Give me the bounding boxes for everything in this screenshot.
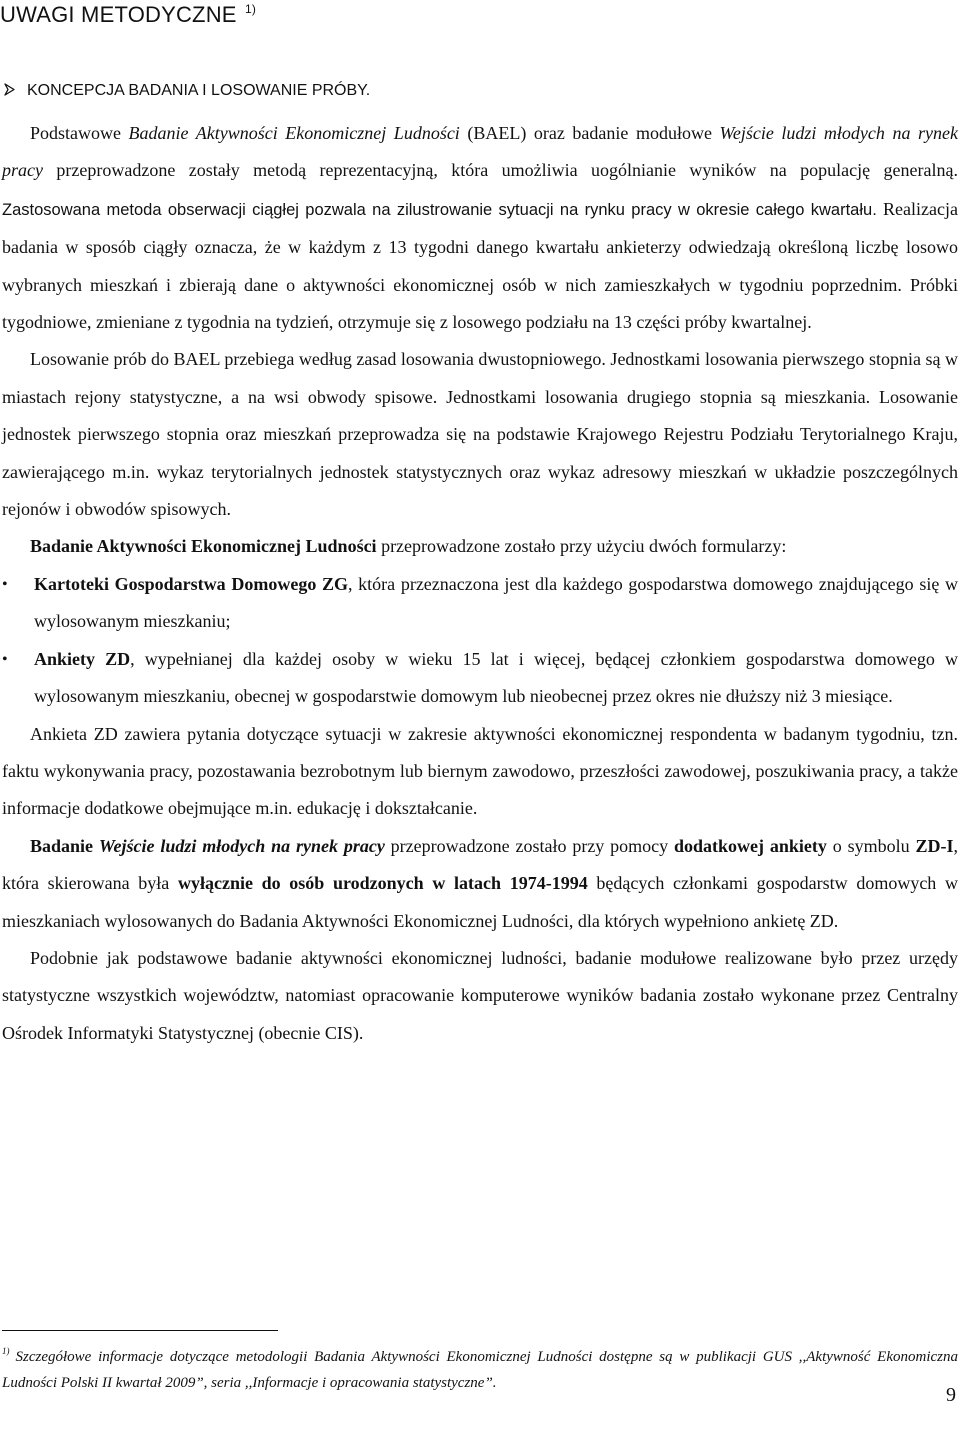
form-name-bold: Kartoteki Gospodarstwa Domowego ZG: [34, 573, 348, 594]
footnote-divider: [2, 1330, 278, 1331]
page-title-text: UWAGI METODYCZNE: [0, 2, 237, 27]
page-title: [0, 2, 256, 28]
arrow-head-icon: [3, 83, 23, 99]
survey-name-bold: Badanie Aktywności Ekonomicznej Ludności: [30, 536, 377, 557]
text-run: o symbolu: [826, 835, 916, 856]
text-bold: dodatkowej ankiety: [674, 835, 827, 856]
document-body: [2, 115, 958, 1052]
text-run: Próbki tygodniowe, zmieniane z tygodnia na tydzień, otrzymuje się z losowego podziału na 13 części próby kwartalnej.: [2, 274, 958, 333]
footnote: [2, 1338, 958, 1396]
text-run: przeprowadzone zostały metodą reprezentacyjną, która umożliwia uogólnianie wyników na populację generalną.: [42, 160, 958, 181]
text-bold: Badanie: [30, 835, 99, 856]
text-run: , która przeznaczona jest dla każdego gospodarstwa domowego znajdującego się w wylosowanym mieszkaniu;: [34, 573, 958, 632]
page-number: 9: [946, 1384, 956, 1406]
section-heading-text: KONCEPCJA BADANIA I LOSOWANIE PRÓBY.: [27, 82, 371, 99]
section-heading: [3, 82, 370, 100]
footnote-marker: 1): [2, 1346, 10, 1356]
text-run: będących członkami gospodarstw domowych w mieszkaniach wylosowanych do Badania Aktywności Ekonomicznej Ludności, dla których wypełniono ankietę ZD.: [2, 873, 958, 931]
text-run: Realizacja badania w sposób ciągły oznacza, że w każdym z 13 tygodni danego kwartału ankieterzy odwiedzają określoną liczbę losowo wybranych mieszkań i zbierają dane o aktywności ekonomicznej osób w nich zamieszkałych w tygodniu poprzednim.: [2, 198, 958, 295]
text-run: przeprowadzone zostało przy użyciu dwóch formularzy:: [376, 536, 787, 557]
text-run: (BAEL) oraz badanie modułowe: [459, 123, 720, 143]
bullet-icon: •: [2, 650, 8, 668]
text-run-sans: Zastosowana metoda obserwacji ciągłej pozwala na zilustrowanie sytuacji na rynku pracy w okresie całego kwartału.: [2, 200, 877, 219]
footnote-ref: 1): [244, 2, 257, 16]
survey-name-italic: Badanie Aktywności Ekonomicznej Ludności: [128, 123, 460, 143]
paragraph-concept: [2, 115, 958, 341]
list-item: [2, 641, 958, 716]
text-bold: wyłącznie do osób urodzonych w latach 1974-1994: [177, 873, 588, 894]
module-name-bold-italic: Wejście ludzi młodych na rynek pracy: [98, 835, 385, 856]
bullet-icon: •: [2, 575, 8, 593]
arrow-head-icon-shape: [3, 83, 16, 96]
text-run: Podstawowe: [30, 123, 129, 143]
paragraph-zd-form: Ankieta ZD zawiera pytania dotyczące sytuacji w zakresie aktywności ekonomicznej respondenta w badanym tygodniu, tzn. faktu wykonywania pracy, pozostawania bezrobotnym lub biernym zawodowo, przeszłości zawodowej, poszukiwania pracy, a także informacje dodatkowe obejmujące m.in. edukację i dokształcanie.: [2, 723, 958, 819]
text-run: , która skierowana była: [2, 835, 958, 894]
text-run: przeprowadzone zostało przy pomocy: [384, 835, 675, 856]
footnote-text: Szczegółowe informacje dotyczące metodologii Badania Aktywności Ekonomicznej Ludności dostępne są w publikacji GUS ,,Aktywność Ekonomiczna Ludności Polski II kwartał 2009”, seria ,,Informacje i opracowania statystyczne”.: [2, 1349, 958, 1391]
paragraph-execution: Podobnie jak podstawowe badanie aktywności ekonomicznej ludności, badanie modułowe realizowane było przez urzędy statystyczne wszystkich województw, natomiast opracowanie komputerowe wyników badania zostało wykonane przez Centralny Ośrodek Informatyki Statystycznej (obecnie CIS).: [2, 947, 958, 1043]
paragraph-forms-intro: [2, 528, 958, 565]
text-bold: ZD-I: [915, 835, 954, 856]
module-name-italic: Wejście ludzi młodych na rynek pracy: [2, 123, 958, 181]
text-run: , wypełnianej dla każdej osoby w wieku 15 lat i więcej, będącej członkiem gospodarstwa domowego w wylosowanym mieszkaniu, obecnej w gospodarstwie domowym lub nieobecnej przez okres nie dłuższy niż 3 miesiące.: [34, 648, 958, 707]
list-item: [2, 566, 958, 641]
forms-list: [2, 566, 958, 716]
form-name-bold: Ankiety ZD: [34, 648, 131, 669]
paragraph-module: [2, 828, 958, 940]
paragraph-sampling: Losowanie prób do BAEL przebiega według zasad losowania dwustopniowego. Jednostkami losowania pierwszego stopnia są w miastach rejony statystyczne, a na wsi obwody spisowe. Jednostkami losowania drugiego stopnia są mieszkania. Losowanie jednostek pierwszego stopnia oraz mieszkań przeprowadza się na podstawie Krajowego Rejestru Podziału Terytorialnego Kraju, zawierającego m.in. wykaz terytorialnych jednostek statystycznych oraz wykaz adresowy mieszkań w układzie poszczególnych rejonów i obwodów spisowych.: [2, 349, 958, 520]
